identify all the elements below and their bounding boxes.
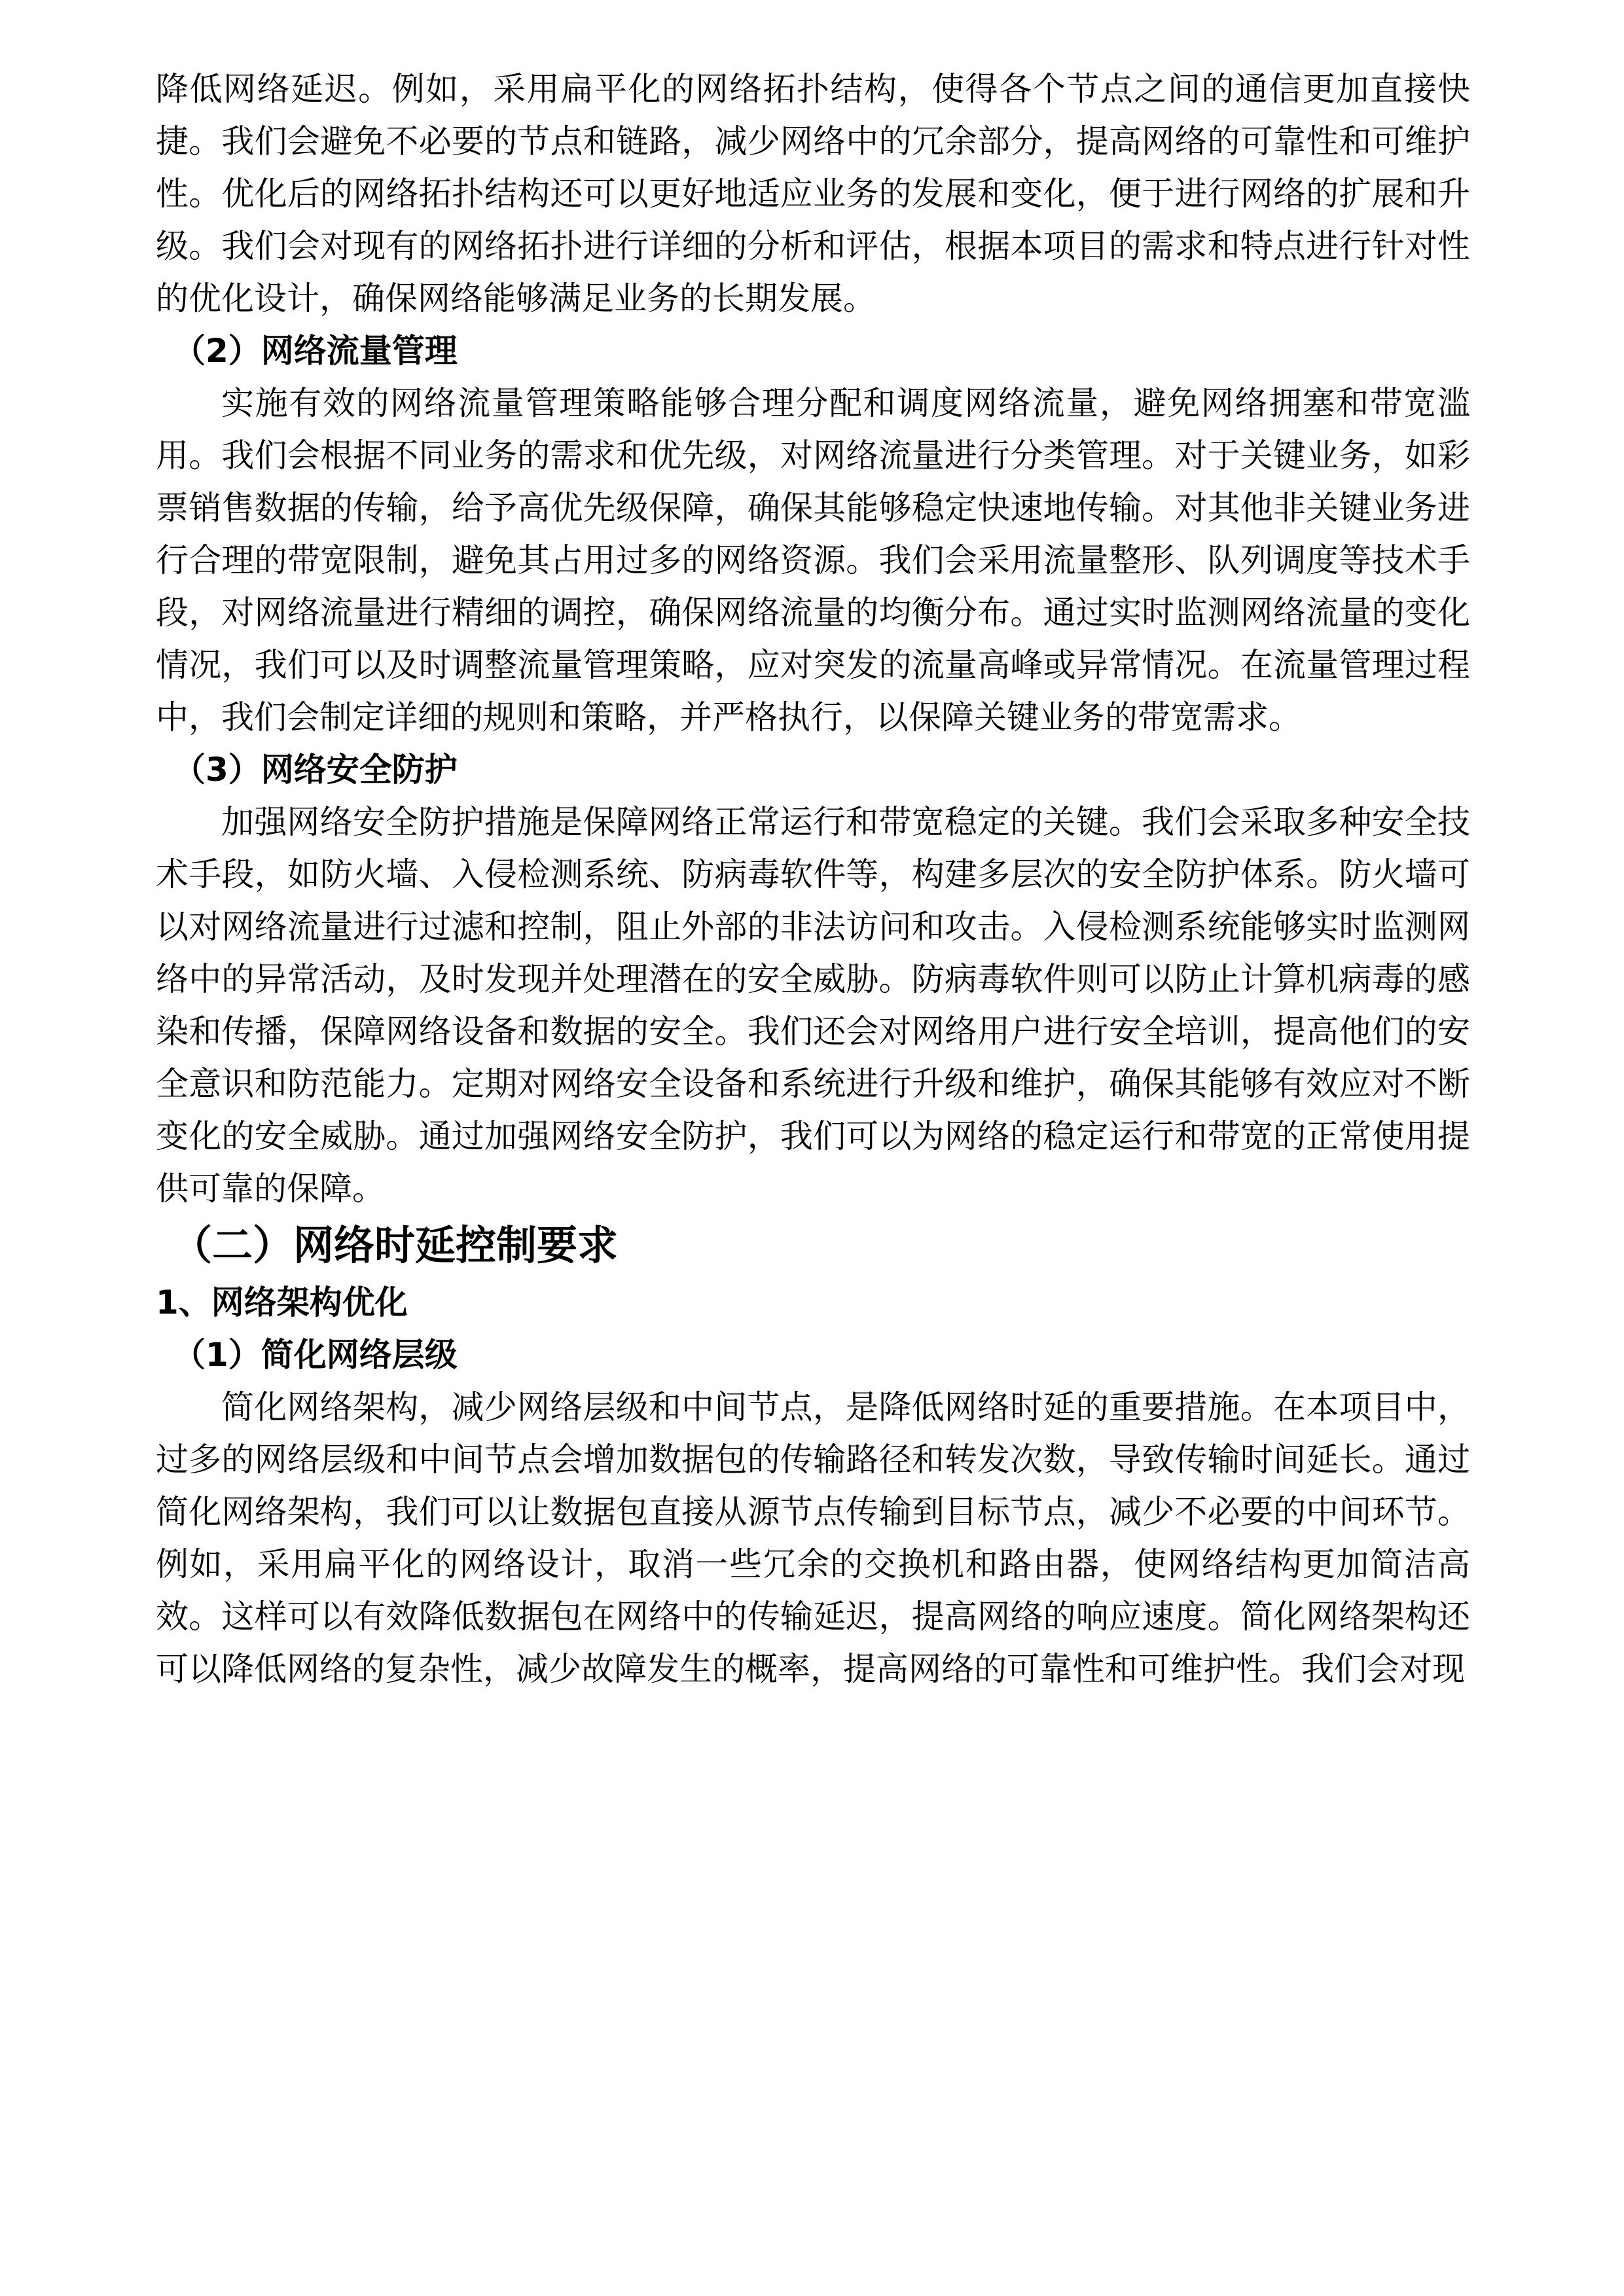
page-content-column	[156, 63, 1470, 1695]
paragraph-network-security-protection: 加强网络安全防护措施是保障网络正常运行和带宽稳定的关键。我们会采取多种安全技术手段，如防火墙、入侵检测系统、防病毒软件等，构建多层次的安全防护体系。防火墙可以对网络流量进行过滤和控制，阻止外部的非法访问和攻击。入侵检测系统能够实时监测网络中的异常活动，及时发现并处理潜在的安全威胁。防病毒软件则可以防止计算机病毒的感染和传播，保障网络设备和数据的安全。我们还会对网络用户进行安全培训，提高他们的安全意识和防范能力。定期对网络安全设备和系统进行升级和维护，确保其能够有效应对不断变化的安全威胁。通过加强网络安全防护，我们可以为网络的稳定运行和带宽的正常使用提供可靠的保障。	[156, 803, 1470, 1208]
heading-network-traffic-management: （2）网络流量管理	[173, 332, 458, 370]
paragraph-simplify-network-layers: 简化网络架构，减少网络层级和中间节点，是降低网络时延的重要措施。在本项目中，过多的网络层级和中间节点会增加数据包的传输路径和转发次数，导致传输时间延长。通过简化网络架构，我们可以让数据包直接从源节点传输到目标节点，减少不必要的中间环节。例如，采用扁平化的网络设计，取消一些冗余的交换机和路由器，使网络结构更加简洁高效。这样可以有效降低数据包在网络中的传输延迟，提高网络的响应速度。简化网络架构还可以降低网络的复杂性，减少故障发生的概率，提高网络的可靠性和可维护性。我们会对现	[156, 1388, 1470, 1688]
heading-network-security-protection: （3）网络安全防护	[173, 751, 458, 789]
paragraph-network-topology-continued: 降低网络延迟。例如，采用扁平化的网络拓扑结构，使得各个节点之间的通信更加直接快捷。我们会避免不必要的节点和链路，减少网络中的冗余部分，提高网络的可靠性和可维护性。优化后的网络拓扑结构还可以更好地适应业务的发展和变化，便于进行网络的扩展和升级。我们会对现有的网络拓扑进行详细的分析和评估，根据本项目的需求和特点进行针对性的优化设计，确保网络能够满足业务的长期发展。	[156, 70, 1470, 317]
heading-network-latency-control-requirements: （二）网络时延控制要求	[171, 1221, 619, 1269]
paragraph-network-traffic-management: 实施有效的网络流量管理策略能够合理分配和调度网络流量，避免网络拥塞和带宽滥用。我们会根据不同业务的需求和优先级，对网络流量进行分类管理。对于关键业务，如彩票销售数据的传输，给予高优先级保障，确保其能够稳定快速地传输。对其他非关键业务进行合理的带宽限制，避免其占用过多的网络资源。我们会采用流量整形、队列调度等技术手段，对网络流量进行精细的调控，确保网络流量的均衡分布。通过实时监测网络流量的变化情况，我们可以及时调整流量管理策略，应对突发的流量高峰或异常情况。在流量管理过程中，我们会制定详细的规则和策略，并严格执行，以保障关键业务的带宽需求。	[156, 384, 1470, 736]
heading-network-architecture-optimization: 1、网络架构优化	[156, 1283, 408, 1321]
heading-simplify-network-layers: （1）简化网络层级	[173, 1336, 458, 1374]
